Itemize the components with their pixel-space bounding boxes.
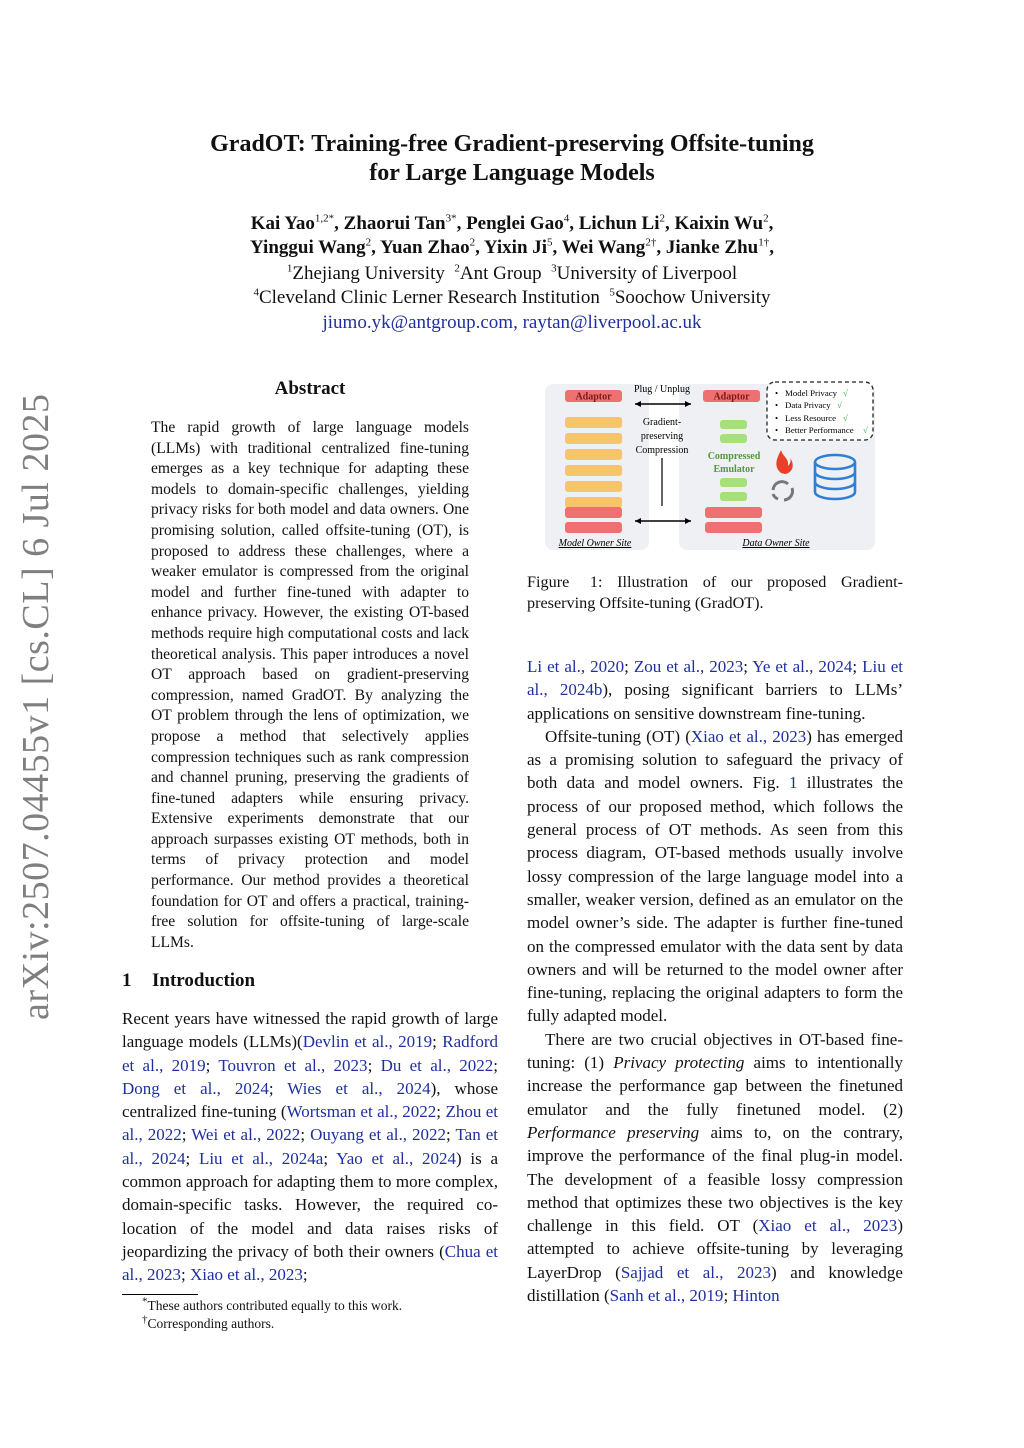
benefit-data-privacy: Data Privacy [785, 400, 831, 410]
author-affiliation-mark: 5 [547, 236, 553, 249]
author-name: Zhaorui Tan [343, 213, 446, 234]
citation-link[interactable]: Liu et al., 2024b [527, 657, 903, 700]
benefit-model-privacy: Model Privacy [785, 388, 838, 398]
benefit-bullet: • [775, 425, 779, 435]
citation-link[interactable]: Yao et al., 2024 [336, 1148, 456, 1168]
author-name: Yinggui Wang [250, 237, 366, 258]
author-name: Yuan Zhao [379, 237, 470, 258]
author-name: Penglei Gao [466, 213, 564, 234]
citation-link[interactable]: Du et al., 2022 [380, 1055, 494, 1075]
author-name: Jianke Zhu [665, 237, 759, 258]
author-affiliation-mark: 1,2* [314, 212, 335, 225]
citation-link[interactable]: Touvron et al., 2023 [218, 1055, 368, 1075]
compressed-label-2: Emulator [713, 464, 755, 475]
author-affiliation-mark: 4 [563, 212, 570, 225]
citation-link[interactable]: Wei et al., 2022 [191, 1125, 301, 1145]
middle-label-1: Gradient- [642, 417, 682, 428]
author-affiliation-mark: 2 [365, 236, 372, 249]
section-heading-introduction [122, 970, 255, 992]
emphasis: Performance preserving [527, 1122, 700, 1142]
affiliation-mark: 2 [454, 262, 460, 275]
citation-link[interactable]: Wortsman et al., 2022 [286, 1102, 437, 1122]
middle-label-2: preserving [640, 431, 684, 442]
section-number: 1 [122, 970, 132, 991]
affiliation-mark: 3 [551, 262, 557, 275]
arxiv-identifier: arXiv:2507.04455v1 [cs.CL] 6 Jul 2025 [15, 393, 57, 1020]
author-affiliation-mark: 2 [659, 212, 666, 225]
affiliation-name: Ant Group [459, 263, 542, 284]
left-block [565, 417, 622, 428]
footnote-rule [122, 1294, 198, 1295]
author-name: Kaixin Wu [674, 213, 764, 234]
left-block [565, 433, 622, 444]
author-name: Kai Yao [250, 213, 315, 234]
emulator-block [720, 434, 747, 443]
left-adaptor-bottom-2 [565, 522, 622, 533]
model-owner-site-label: Model Owner Site [558, 538, 632, 549]
benefit-bullet: • [775, 400, 779, 410]
citation-link[interactable]: Zhou et al., 2022 [122, 1102, 498, 1145]
intro-left-column [122, 1007, 498, 1287]
author-affiliation-mark: 1† [758, 236, 770, 249]
affiliation-name: University of Liverpool [556, 263, 738, 284]
figure-caption [527, 572, 903, 614]
citation-link[interactable]: Xiao et al., 2023 [190, 1265, 303, 1285]
author-emails[interactable]: jiumo.yk@antgroup.com, raytan@liverpool.ac.uk [322, 312, 702, 333]
author-name: Yixin Ji [483, 237, 548, 258]
left-block [565, 465, 622, 476]
citation-link[interactable]: Wies et al., 2024 [287, 1078, 431, 1098]
affiliations-line-2 [0, 286, 1024, 310]
data-owner-site-label: Data Owner Site [742, 538, 810, 549]
footnote-corresponding: †Corresponding authors. [142, 1313, 275, 1331]
benefit-bullet: • [775, 413, 779, 423]
citation-link[interactable]: Liu et al., 2024a [198, 1148, 324, 1168]
left-block [565, 497, 622, 508]
middle-label-3: Compression [635, 445, 689, 456]
citation-link[interactable]: Zou et al., 2023 [633, 657, 744, 676]
affiliation-name: Zhejiang University [292, 263, 445, 284]
citation-link[interactable]: Sajjad et al., 2023 [620, 1262, 772, 1282]
author-name: Lichun Li [578, 213, 660, 234]
citation-link[interactable]: Li et al., 2020 [527, 657, 625, 676]
left-block [565, 481, 622, 492]
emulator-block [720, 478, 747, 487]
intro-paragraph-2: Offsite-tuning (OT) (Xiao et al., 2023) has emerged as a promising solution to safeguard the privacy of both data and model owners. Fig. 1 illustrates the process of our proposed method, which follows the general process of OT methods. As seen from this process diagram, OT-based methods usually involve lossy compression of the large language model into a smaller, weaker version, defined as an emulator on the model owner’s side. The adapter is further fine-tuned on the compressed emulator with the data sent by data owners and will be returned to the model owner after fine-tuning, replacing the original adapters to form the fully adapted model. [527, 726, 903, 1026]
affiliation-mark: 1 [286, 262, 293, 275]
citation-link[interactable]: Devlin et al., 2019 [302, 1032, 433, 1052]
footnote-equal-contribution: *These authors contributed equally to this work. [142, 1295, 403, 1313]
citation-link[interactable]: Sanh et al., 2019 [609, 1286, 724, 1306]
abstract-body: The rapid growth of large language models (LLMs) with traditional centralized fine-tuning emerges as a key technique for adapting these models to domain-specific challenges, yielding privacy risks for both model and data owners. One promising solution, called offsite-tuning (OT), is proposed to address these challenges, where a weaker emulator is compressed from the original model and further fine-tuned with adapter to enhance privacy. However, the existing OT-based methods require high computational costs and lack theoretical analysis. This paper introduces a novel OT approach based on gradient-preserving compression, named GradOT. By analyzing the OT problem through the lens of optimization, we propose a method that selectively applies compression techniques such as rank compression and channel pruning, preserving the gradients of fine-tuned adapters while ensuring privacy. Extensive experiments demonstrate that our approach surpasses existing OT methods, both in terms of privacy protection and model performance. Our method provides a theoretical foundation for OT and offers a practical, training-free solution for offsite-tuning of large-scale LLMs. [151, 419, 469, 951]
authors-line-2: Yinggui Wang$^2$, Yuan Zhao$^2$, Yixin Ji$^5$, Wei Wang$^{2\dagger}$, Jianke Zhu$^{1\dagger}$, [250, 236, 774, 258]
right-adaptor-label: Adaptor [713, 391, 750, 403]
emulator-block [720, 492, 747, 501]
emulator-block [720, 420, 747, 429]
compressed-label-1: Compressed [707, 451, 761, 462]
citation-link[interactable]: Tan et al., 2024 [122, 1125, 498, 1168]
abstract-heading: Abstract [274, 378, 346, 399]
citation-link[interactable]: Chua et al., 2023 [122, 1241, 498, 1285]
citation-link[interactable]: Ye et al., 2024 [752, 657, 853, 676]
affiliation-name: Soochow University [614, 287, 771, 308]
author-affiliation-mark: 2 [469, 236, 476, 249]
title-line-2: for Large Language Models [369, 160, 655, 186]
author-name: Wei Wang [561, 237, 646, 258]
citation-link[interactable]: Xiao et al., 2023 [758, 1216, 898, 1236]
left-adaptor-label: Adaptor [575, 391, 612, 403]
benefit-less-resource: Less Resource [785, 413, 837, 423]
affiliation-name: Cleveland Clinic Lerner Research Institution [258, 287, 600, 308]
check-icon: √ [843, 413, 848, 423]
author-affiliation-mark: 3* [445, 212, 457, 225]
citation-link[interactable]: 1 [788, 773, 798, 793]
affiliation-mark: 4 [253, 286, 259, 299]
intro-paragraph-1: Recent years have witnessed the rapid growth of large language models (LLMs)(Devlin et al., 2019; Radford et al., 2019; Touvron et al., 2023; Du et al., 2022; Dong et al., 2024; Wies et al., 2024), whose centralized fine-tuning (Wortsman et al., 2022; Zhou et al., 2022; Wei et al., 2022; Ouyang et al., 2022; Tan et al., 2024; Liu et al., 2024a; Yao et al., 2024) is a common approach for adapting them to more complex, domain-specific tasks. However, the required co-location of the model and data raises risks of jeopardizing the privacy of both their owners (Chua et al., 2023; Xiao et al., 2023; [122, 1009, 498, 1285]
right-adaptor-bottom-1 [705, 507, 762, 518]
author-affiliation-mark: 2† [645, 236, 657, 249]
right-adaptor-bottom-2 [705, 522, 762, 533]
intro-paragraph-3: There are two crucial objectives in OT-based fine-tuning: (1) Privacy protecting aims to intentionally increase the performance gap between the finetuned emulator and the fully finetuned model. (2) Performance preserving aims to, on the contrary, improve the performance of the final plug-in model. The development of a feasible lossy compression method that optimizes these two objectives is the key challenge in this field. OT (Xiao et al., 2023) attempted to achieve offsite-tuning by leveraging LayerDrop (Sajjad et al., 2023) and knowledge distillation (Sanh et al., 2019; Hinton [527, 1029, 903, 1306]
figure-gradot-illustration [545, 378, 879, 554]
affiliation-mark: 5 [609, 286, 615, 299]
left-adaptor-bottom-1 [565, 507, 622, 518]
benefit-better-performance: Better Performance [785, 425, 854, 435]
intro-right-column [527, 655, 903, 1307]
check-icon: √ [837, 400, 842, 410]
affiliations-line-1 [0, 262, 1024, 286]
paper-title [0, 130, 1024, 188]
citation-link[interactable]: Radford et al., 2019 [122, 1032, 498, 1075]
plug-unplug-label: Plug / Unplug [633, 384, 691, 395]
author-list [0, 212, 1024, 260]
emphasis: Privacy protecting [613, 1053, 745, 1073]
citation-link[interactable]: Xiao et al., 2023 [690, 726, 807, 746]
check-icon: √ [863, 425, 868, 435]
intro-paragraph-1-continued: Li et al., 2020; Zou et al., 2023; Ye et al., 2024; Liu et al., 2024b), posing significant barriers to LLMs’ applications on sensitive downstream fine-tuning. [527, 657, 903, 723]
citation-link[interactable]: Dong et al., 2024 [122, 1078, 269, 1098]
figure-caption-text: Illustration of our proposed Gradient-preserving Offsite-tuning (GradOT). [527, 573, 904, 612]
citation-link[interactable]: Hinton [732, 1286, 780, 1306]
title-line-1: GradOT: Training-free Gradient-preserving Offsite-tuning [210, 131, 814, 157]
check-icon: √ [843, 388, 848, 398]
author-affiliation-mark: 2 [763, 212, 769, 225]
figure-caption-label: Figure 1: [527, 573, 603, 591]
citation-link[interactable]: Ouyang et al., 2022 [310, 1125, 446, 1145]
authors-line-1: Kai Yao$^{1,2*}$, Zhaorui Tan$^{3*}$, Penglei Gao$^4$, Lichun Li$^2$, Kaixin Wu$^2$, [250, 212, 774, 234]
left-block [565, 449, 622, 460]
section-title: Introduction [152, 970, 256, 991]
benefit-bullet: • [775, 388, 779, 398]
